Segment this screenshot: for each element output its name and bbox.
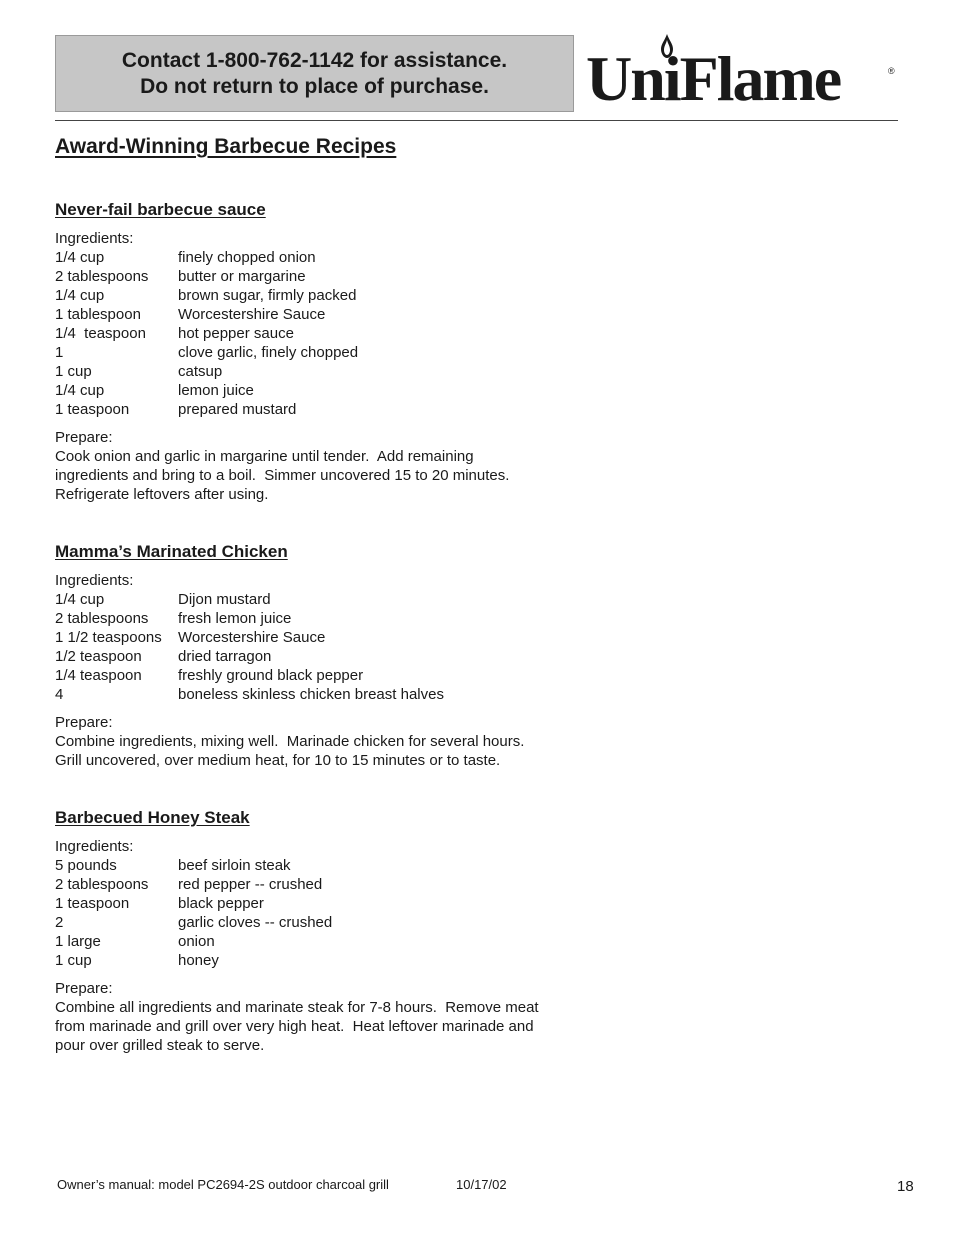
ingredient-row xyxy=(55,324,615,343)
ingredient-row xyxy=(55,381,615,400)
contact-line-1: Contact 1-800-762-1142 for assistance. xyxy=(121,48,508,72)
prepare-line: Grill uncovered, over medium heat, for 10 to 15 minutes or to taste. xyxy=(55,752,501,769)
ingredient-item: honey xyxy=(178,952,219,969)
page-title: Award-Winning Barbecue Recipes xyxy=(55,135,397,158)
ingredient-qty: 1/4 teaspoon xyxy=(55,667,142,684)
ingredient-item: Dijon mustard xyxy=(178,591,271,608)
ingredient-qty: 1 teaspoon xyxy=(55,401,130,418)
prepare-line: pour over grilled steak to serve. xyxy=(55,1037,265,1054)
ingredient-item: hot pepper sauce xyxy=(178,325,294,342)
ingredient-item: onion xyxy=(178,933,215,950)
ingredient-row xyxy=(55,305,615,324)
ingredient-row xyxy=(55,400,615,419)
ingredient-row xyxy=(55,362,615,381)
ingredient-qty: 2 tablespoons xyxy=(55,268,149,285)
ingredient-row xyxy=(55,894,615,913)
ingredient-row xyxy=(55,647,615,666)
ingredient-item: black pepper xyxy=(178,895,264,912)
ingredient-row xyxy=(55,343,615,362)
prepare-label: Prepare: xyxy=(55,980,113,997)
footer-date: 10/17/02 xyxy=(456,1177,507,1192)
recipe-title: Barbecued Honey Steak xyxy=(55,808,250,827)
contact-banner xyxy=(55,35,574,112)
ingredient-item: Worcestershire Sauce xyxy=(178,629,326,646)
prepare-line: Combine all ingredients and marinate steak for 7-8 hours. Remove meat xyxy=(55,999,539,1016)
ingredient-qty: 1 teaspoon xyxy=(55,895,130,912)
ingredient-qty: 2 tablespoons xyxy=(55,610,149,627)
ingredient-item: boneless skinless chicken breast halves xyxy=(178,686,444,703)
ingredient-qty: 1/4 cup xyxy=(55,382,105,399)
ingredient-row xyxy=(55,248,615,267)
logo-wordmark: UniFlame xyxy=(586,43,841,114)
contact-line-2: Do not return to place of purchase. xyxy=(140,74,489,98)
recipe-marinated-chicken xyxy=(55,541,615,770)
ingredient-qty: 1/4 teaspoon xyxy=(55,325,146,342)
prepare-line: ingredients and bring to a boil. Simmer uncovered 15 to 20 minutes. xyxy=(55,467,510,484)
ingredient-item: garlic cloves -- crushed xyxy=(178,914,333,931)
prepare-label: Prepare: xyxy=(55,429,113,446)
ingredient-row xyxy=(55,628,615,647)
ingredients-label: Ingredients: xyxy=(55,230,134,247)
ingredient-item: clove garlic, finely chopped xyxy=(178,344,359,361)
ingredient-row xyxy=(55,951,615,970)
ingredient-qty: 1 large xyxy=(55,933,101,950)
ingredient-item: prepared mustard xyxy=(178,401,297,418)
ingredient-item: fresh lemon juice xyxy=(178,610,292,627)
ingredient-row xyxy=(55,856,615,875)
ingredient-item: freshly ground black pepper xyxy=(178,667,364,684)
ingredient-item: Worcestershire Sauce xyxy=(178,306,326,323)
ingredient-item: brown sugar, firmly packed xyxy=(178,287,357,304)
ingredient-qty: 4 xyxy=(55,686,64,703)
footer-manual-text: Owner’s manual: model PC2694-2S outdoor charcoal grill xyxy=(57,1177,389,1192)
ingredient-qty: 1/2 teaspoon xyxy=(55,648,142,665)
prepare-line: Refrigerate leftovers after using. xyxy=(55,486,269,503)
page-number: 18 xyxy=(897,1178,914,1195)
ingredient-qty: 1 xyxy=(55,344,64,361)
ingredient-qty: 5 pounds xyxy=(55,857,117,874)
ingredient-item: red pepper -- crushed xyxy=(178,876,323,893)
ingredient-qty: 1 tablespoon xyxy=(55,306,141,323)
ingredient-row xyxy=(55,590,615,609)
ingredient-qty: 1 cup xyxy=(55,363,92,380)
ingredients-label: Ingredients: xyxy=(55,838,134,855)
ingredients-label: Ingredients: xyxy=(55,572,134,589)
ingredient-row xyxy=(55,875,615,894)
registered-mark: ® xyxy=(888,66,895,76)
prepare-label: Prepare: xyxy=(55,714,113,731)
ingredient-item: lemon juice xyxy=(178,382,254,399)
ingredient-row xyxy=(55,932,615,951)
prepare-line: Cook onion and garlic in margarine until tender. Add remaining xyxy=(55,448,474,465)
ingredient-row xyxy=(55,685,615,704)
ingredient-item: catsup xyxy=(178,363,223,380)
ingredient-row xyxy=(55,666,615,685)
ingredient-qty: 2 xyxy=(55,914,64,931)
ingredient-qty: 1 1/2 teaspoons xyxy=(55,629,162,646)
ingredient-item: finely chopped onion xyxy=(178,249,316,266)
ingredient-item: butter or margarine xyxy=(178,268,306,285)
ingredient-qty: 1 cup xyxy=(55,952,92,969)
prepare-line: Combine ingredients, mixing well. Marinade chicken for several hours. xyxy=(55,733,525,750)
ingredient-qty: 1/4 cup xyxy=(55,249,105,266)
ingredient-row xyxy=(55,913,615,932)
recipe-honey-steak xyxy=(55,807,615,1055)
recipe-title: Never-fail barbecue sauce xyxy=(55,200,266,219)
ingredient-qty: 1/4 cup xyxy=(55,591,105,608)
ingredient-row xyxy=(55,267,615,286)
recipe-title: Mamma’s Marinated Chicken xyxy=(55,542,288,561)
recipe-barbecue-sauce xyxy=(55,199,615,504)
uniflame-logo xyxy=(586,34,898,114)
ingredient-item: dried tarragon xyxy=(178,648,272,665)
header-divider xyxy=(55,120,898,121)
ingredient-row xyxy=(55,286,615,305)
ingredient-row xyxy=(55,609,615,628)
ingredient-qty: 1/4 cup xyxy=(55,287,105,304)
ingredient-item: beef sirloin steak xyxy=(178,857,291,874)
ingredient-qty: 2 tablespoons xyxy=(55,876,149,893)
prepare-line: from marinade and grill over very high heat. Heat leftover marinade and xyxy=(55,1018,534,1035)
